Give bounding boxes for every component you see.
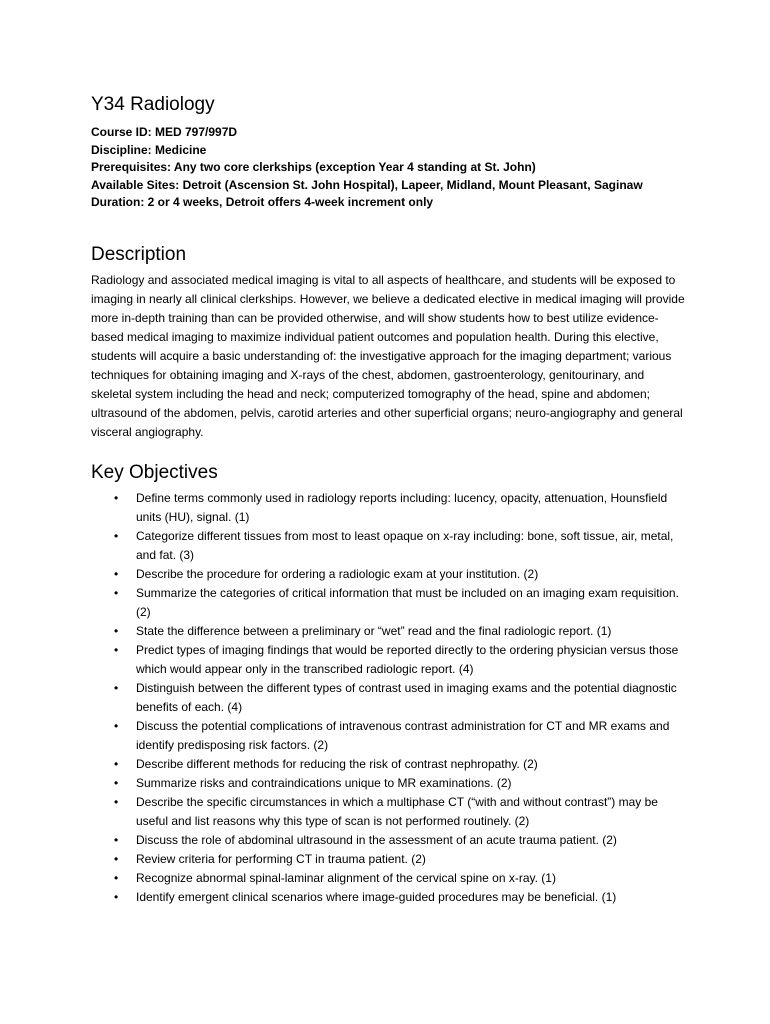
list-item [91, 641, 684, 679]
objective-text: Describe the procedure for ordering a radiologic exam at your institution. (2) [136, 566, 539, 581]
objective-text: Describe different methods for reducing the risk of contrast nephropathy. (2) [136, 756, 538, 771]
description-text: Radiology and associated medical imaging is vital to all aspects of healthcare, and students will be exposed to imaging in nearly all clinical clerkships. However, we believe a dedicated elective in medical imaging will provide more in-depth training than can be provided otherwise, and will show students how to best utilize evidence-based medical imaging to maximize individual patient outcomes and population health. During this elective, students will acquire a basic understanding of: the investigative approach for the imaging department; various techniques for obtaining imaging and X-rays of the chest, abdomen, gastroenterology, genitourinary, and skeletal system including the head and neck; computerized tomography of the head, spine and abdomen; ultrasound of the abdomen, pelvis, carotid arteries and other superficial organs; neuro-angiography and general visceral angiography. [91, 272, 685, 439]
bullet-icon: • [114, 718, 119, 733]
bullet-icon: • [114, 566, 119, 581]
bullet-icon: • [114, 585, 119, 600]
list-item [91, 774, 684, 793]
objectives-list [91, 489, 691, 907]
list-item [91, 565, 684, 584]
course-metadata [91, 124, 691, 212]
objective-text: Recognize abnormal spinal-laminar alignment of the cervical spine on x-ray. (1) [136, 870, 556, 885]
course-title: Y34 Radiology [91, 94, 215, 115]
discipline: Discipline: Medicine [91, 142, 207, 157]
bullet-icon: • [114, 870, 119, 885]
list-item [91, 527, 684, 565]
bullet-icon: • [114, 775, 119, 790]
objective-text: Describe the specific circumstances in which a multiphase CT (“with and without contrast”) may be useful and list reasons why this type of scan is not performed routinely. (2) [136, 794, 658, 828]
description-heading: Description [91, 243, 187, 265]
list-item [91, 888, 684, 907]
objective-text: Distinguish between the different types of contrast used in imaging exams and the potential diagnostic benefits of each. (4) [136, 680, 677, 714]
list-item [91, 489, 684, 527]
objectives-heading: Key Objectives [91, 461, 218, 483]
list-item [91, 717, 684, 755]
objective-text: Discuss the potential complications of intravenous contrast administration for CT and MR exams and identify predisposing risk factors. (2) [136, 718, 670, 752]
bullet-icon: • [114, 623, 119, 638]
list-item [91, 793, 684, 831]
objective-text: Discuss the role of abdominal ultrasound in the assessment of an acute trauma patient. (2) [136, 832, 617, 847]
list-item [91, 850, 684, 869]
prerequisites: Prerequisites: Any two core clerkships (exception Year 4 standing at St. John) [91, 160, 536, 174]
objective-text: Categorize different tissues from most to least opaque on x-ray including: bone, soft tissue, air, metal, and fat. (3) [136, 528, 674, 562]
course-id: Course ID: MED 797/997D [91, 125, 238, 139]
bullet-icon: • [114, 794, 119, 809]
list-item [91, 831, 684, 850]
bullet-icon: • [114, 680, 119, 695]
list-item [91, 869, 684, 888]
bullet-icon: • [114, 528, 119, 543]
list-item [91, 622, 684, 641]
objective-text: Identify emergent clinical scenarios where image-guided procedures may be beneficial. (1) [136, 889, 617, 904]
duration: Duration: 2 or 4 weeks, Detroit offers 4-week increment only [91, 195, 434, 209]
document-page [91, 92, 691, 907]
objective-text: Summarize the categories of critical information that must be included on an imaging exam requisition. (2) [136, 585, 679, 619]
objective-text: Define terms commonly used in radiology reports including: lucency, opacity, attenuation, Hounsfield units (HU), signal. (1) [136, 490, 668, 524]
objective-text: Summarize risks and contraindications unique to MR examinations. (2) [136, 775, 512, 790]
bullet-icon: • [114, 851, 119, 866]
bullet-icon: • [114, 642, 119, 657]
bullet-icon: • [114, 889, 119, 904]
list-item [91, 584, 684, 622]
list-item [91, 679, 684, 717]
bullet-icon: • [114, 756, 119, 771]
objective-text: State the difference between a preliminary or “wet” read and the final radiologic report. (1) [136, 623, 612, 638]
available-sites: Available Sites: Detroit (Ascension St. John Hospital), Lapeer, Midland, Mount Pleasant, Saginaw [91, 177, 643, 192]
bullet-icon: • [114, 490, 119, 505]
objective-text: Predict types of imaging findings that would be reported directly to the ordering physician versus those which would appear only in the transcribed radiologic report. (4) [136, 642, 679, 676]
list-item [91, 755, 684, 774]
objective-text: Review criteria for performing CT in trauma patient. (2) [136, 851, 426, 866]
bullet-icon: • [114, 832, 119, 847]
